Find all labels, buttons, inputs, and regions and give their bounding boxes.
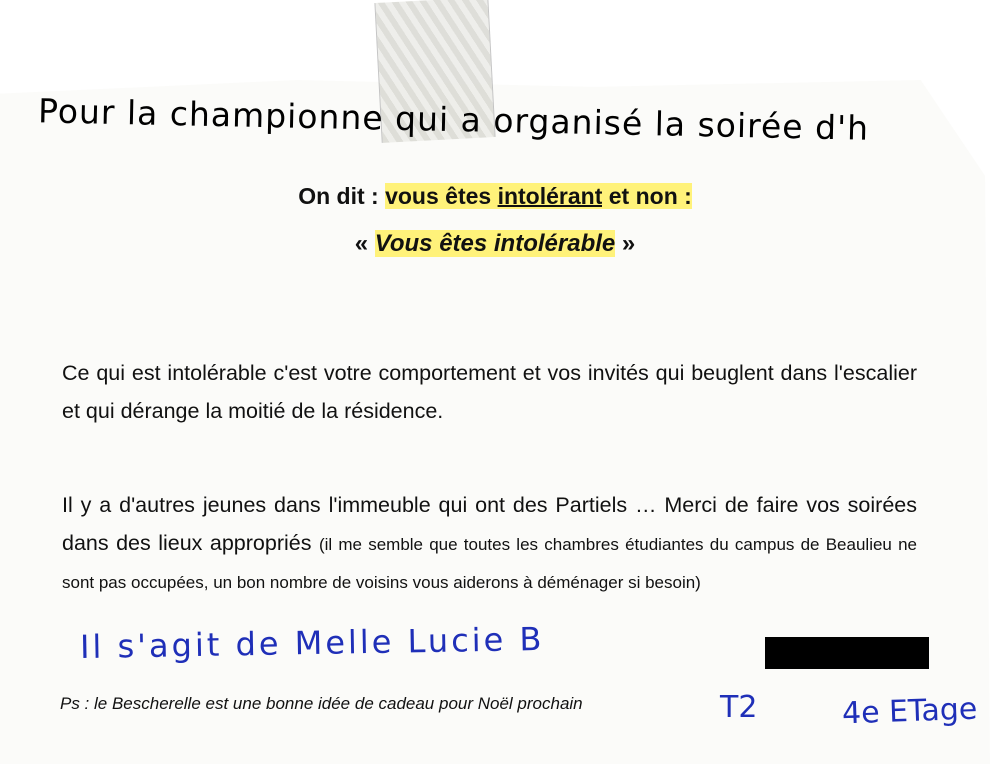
- title-highlight-before: vous êtes: [385, 183, 498, 209]
- title-prefix: On dit :: [298, 183, 386, 209]
- handwritten-name: Il s'agit de Melle Lucie B: [79, 619, 545, 667]
- redaction-bar: [765, 637, 929, 669]
- handwritten-apartment: T2: [720, 690, 758, 725]
- paragraph-exams-main: Il y a d'autres jeunes dans l'immeuble qui ont des Partiels … Merci de faire vos soirées dans des lieux appropriés: [62, 493, 917, 555]
- title-underlined-word: intolérant: [497, 183, 603, 209]
- postscript: Ps : le Bescherelle est une bonne idée de cadeau pour Noël prochain: [60, 694, 583, 713]
- title-line-1: [0, 183, 990, 210]
- quote-open: «: [354, 230, 375, 257]
- title-line-2: [0, 230, 990, 258]
- paragraph-exams-aside: (il me semble que toutes les chambres étudiantes du campus de Beaulieu ne sont pas occupées, un bon nombre de voisins vous aiderons à déménager si besoin): [62, 535, 918, 592]
- title-highlight-after: et non :: [602, 183, 692, 209]
- quote-close: »: [615, 230, 636, 257]
- handwritten-heading: Pour la championne qui a organisé la soirée d'h: [37, 91, 870, 148]
- quote-text: Vous êtes intolérable: [374, 230, 616, 257]
- paragraph-behaviour: Ce qui est intolérable c'est votre comportement et vos invités qui beuglent dans l'escalier et qui dérange la moitié de la résidence.: [62, 361, 917, 423]
- paragraph-exams: [62, 486, 917, 600]
- handwritten-floor: 4e ETage: [841, 691, 978, 732]
